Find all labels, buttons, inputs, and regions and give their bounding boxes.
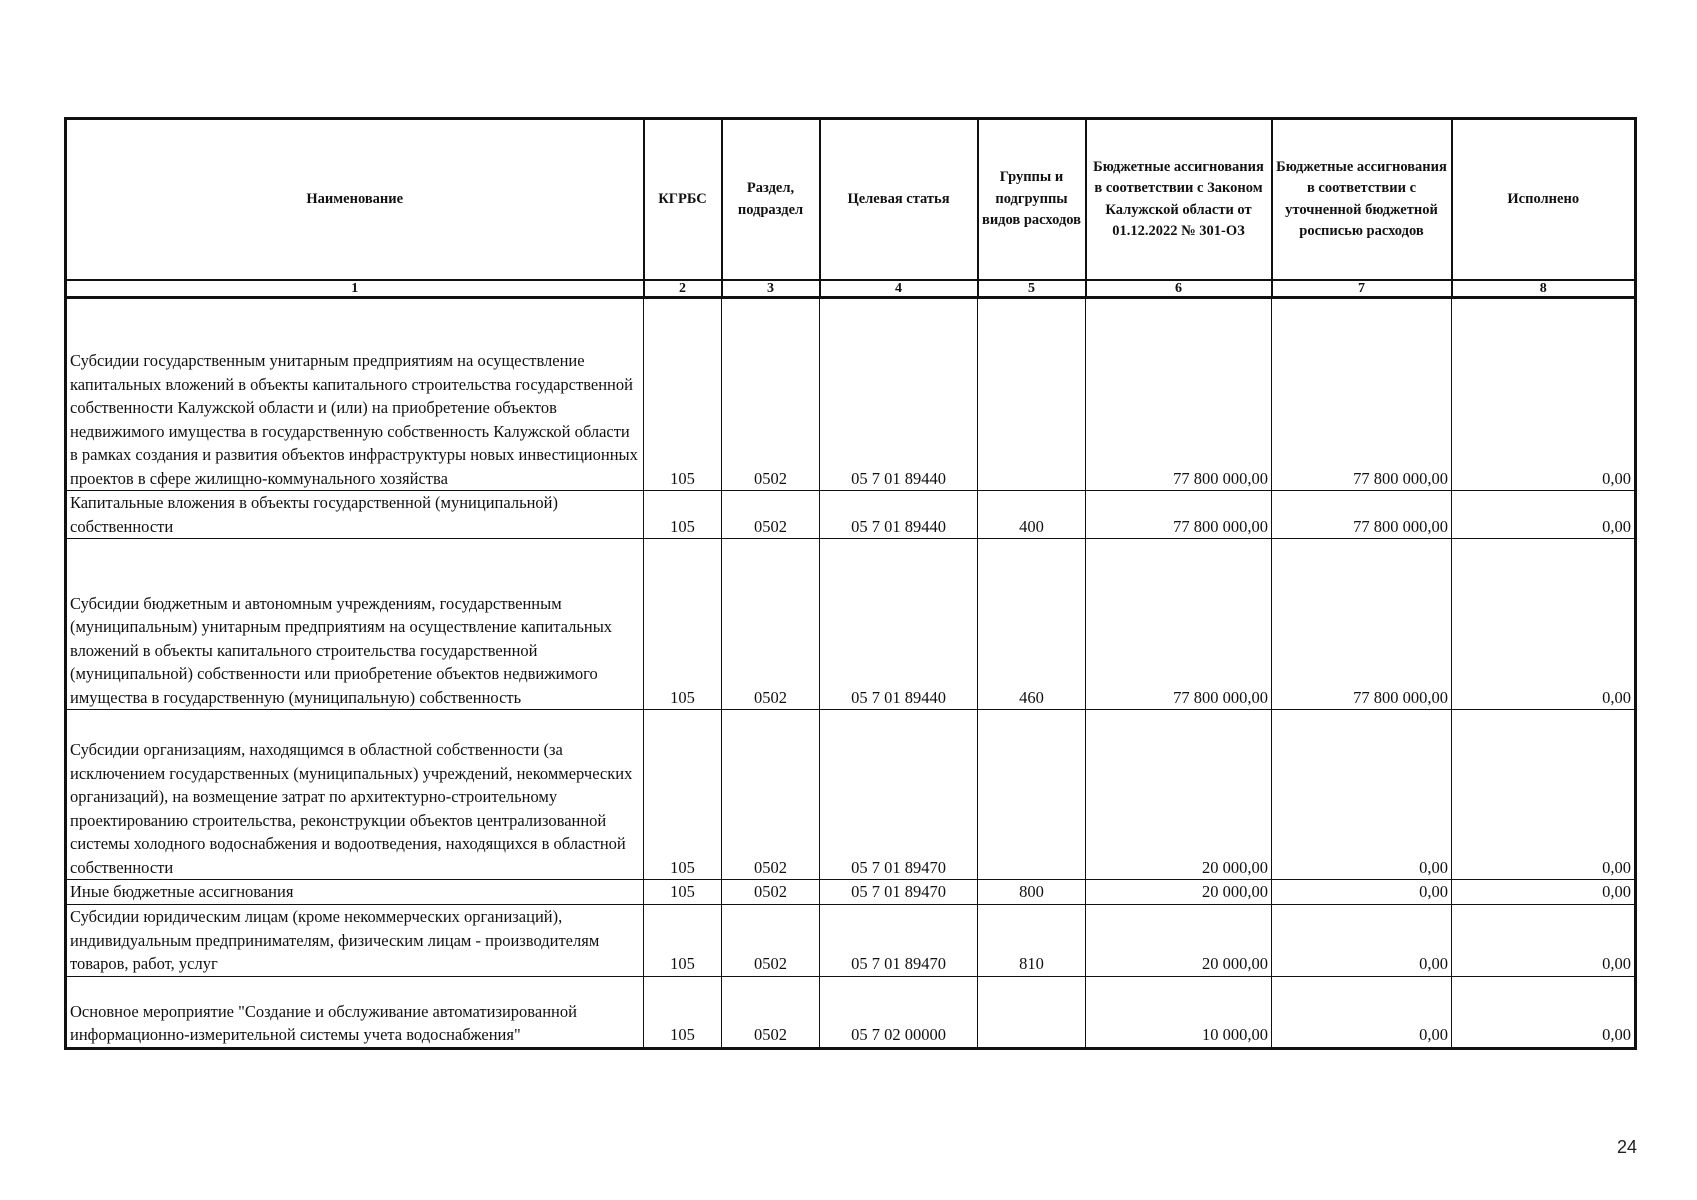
row-section: 0502: [722, 539, 820, 710]
row-executed-amount: 0,00: [1452, 710, 1636, 880]
row-kgrbs: 105: [644, 904, 722, 976]
row-refined-amount: 0,00: [1272, 710, 1452, 880]
header-executed: Исполнено: [1452, 119, 1636, 281]
row-group: [978, 976, 1086, 1048]
page-number: 24: [1616, 1137, 1637, 1157]
row-executed-amount: 0,00: [1452, 880, 1636, 905]
table-row: [66, 904, 1636, 976]
budget-table: [64, 117, 1637, 1050]
row-group: [978, 298, 1086, 491]
row-executed-amount: 0,00: [1452, 976, 1636, 1048]
table-row: [66, 880, 1636, 905]
row-group: 460: [978, 539, 1086, 710]
column-number: 7: [1272, 280, 1452, 298]
header-name: Наименование: [66, 119, 644, 281]
row-target: 05 7 01 89470: [820, 904, 978, 976]
row-executed-amount: 0,00: [1452, 904, 1636, 976]
row-refined-amount: 0,00: [1272, 904, 1452, 976]
table-row: [66, 491, 1636, 539]
column-number: 4: [820, 280, 978, 298]
row-kgrbs: 105: [644, 880, 722, 905]
row-target: 05 7 01 89470: [820, 880, 978, 905]
row-section: 0502: [722, 904, 820, 976]
row-name: Иные бюджетные ассигнования: [66, 880, 644, 905]
row-law-amount: 20 000,00: [1086, 710, 1272, 880]
column-number: 1: [66, 280, 644, 298]
column-number: 5: [978, 280, 1086, 298]
row-name: Субсидии организациям, находящимся в областной собственности (за исключением государственных (муниципальных) учреждений, некоммерческих организаций), на возмещение затрат по архитектурно-строительному проектированию строительства, реконструкции объектов централизованной системы холодного водоснабжения и водоотведения, находящихся в областной собственности: [66, 710, 644, 880]
header-refined: Бюджетные ассигнования в соответствии с уточненной бюджетной росписью расходов: [1272, 119, 1452, 281]
row-target: 05 7 01 89440: [820, 491, 978, 539]
row-name: Субсидии юридическим лицам (кроме некоммерческих организаций), индивидуальным предпринимателям, физическим лицам - производителям товаров, работ, услуг: [66, 904, 644, 976]
column-number-row: [66, 280, 1636, 298]
row-name: Субсидии бюджетным и автономным учреждениям, государственным (муниципальным) унитарным предприятиям на осуществление капитальных вложений в объекты капитального строительства государственной (муниципальной) собственности или приобретение объектов недвижимого имущества в государственную (муниципальную) собственность: [66, 539, 644, 710]
row-target: 05 7 01 89470: [820, 710, 978, 880]
header-section: Раздел, подраздел: [722, 119, 820, 281]
column-number: 3: [722, 280, 820, 298]
row-law-amount: 77 800 000,00: [1086, 491, 1272, 539]
row-section: 0502: [722, 298, 820, 491]
column-number: 8: [1452, 280, 1636, 298]
row-executed-amount: 0,00: [1452, 539, 1636, 710]
row-law-amount: 77 800 000,00: [1086, 539, 1272, 710]
row-section: 0502: [722, 880, 820, 905]
header-group: Группы и подгруппы видов расходов: [978, 119, 1086, 281]
row-refined-amount: 0,00: [1272, 976, 1452, 1048]
row-refined-amount: 77 800 000,00: [1272, 539, 1452, 710]
row-name: Субсидии государственным унитарным предприятиям на осуществление капитальных вложений в объекты капитального строительства государственной собственности Калужской области и (или) на приобретение объектов недвижимого имущества в государственную собственность Калужской области в рамках создания и развития объектов инфраструктуры новых инвестиционных проектов в сфере жилищно-коммунального хозяйства: [66, 298, 644, 491]
row-name: Капитальные вложения в объекты государственной (муниципальной) собственности: [66, 491, 644, 539]
column-number: 6: [1086, 280, 1272, 298]
row-executed-amount: 0,00: [1452, 491, 1636, 539]
header-row: [66, 119, 1636, 281]
row-law-amount: 20 000,00: [1086, 904, 1272, 976]
row-kgrbs: 105: [644, 710, 722, 880]
row-group: [978, 710, 1086, 880]
header-kgrbs: КГРБС: [644, 119, 722, 281]
row-refined-amount: 77 800 000,00: [1272, 298, 1452, 491]
row-kgrbs: 105: [644, 539, 722, 710]
row-law-amount: 20 000,00: [1086, 880, 1272, 905]
table-row: [66, 539, 1636, 710]
row-section: 0502: [722, 976, 820, 1048]
row-target: 05 7 01 89440: [820, 539, 978, 710]
row-name: Основное мероприятие "Создание и обслуживание автоматизированной информационно-измерительной системы учета водоснабжения": [66, 976, 644, 1048]
row-section: 0502: [722, 710, 820, 880]
table-row: [66, 710, 1636, 880]
table-row: [66, 298, 1636, 491]
row-law-amount: 77 800 000,00: [1086, 298, 1272, 491]
table-row: [66, 976, 1636, 1048]
row-kgrbs: 105: [644, 298, 722, 491]
row-group: 800: [978, 880, 1086, 905]
row-group: 810: [978, 904, 1086, 976]
header-target: Целевая статья: [820, 119, 978, 281]
header-law: Бюджетные ассигнования в соответствии с Законом Калужской области от 01.12.2022 № 301-ОЗ: [1086, 119, 1272, 281]
row-target: 05 7 01 89440: [820, 298, 978, 491]
row-section: 0502: [722, 491, 820, 539]
row-refined-amount: 0,00: [1272, 880, 1452, 905]
row-group: 400: [978, 491, 1086, 539]
row-kgrbs: 105: [644, 976, 722, 1048]
row-refined-amount: 77 800 000,00: [1272, 491, 1452, 539]
row-target: 05 7 02 00000: [820, 976, 978, 1048]
row-kgrbs: 105: [644, 491, 722, 539]
row-executed-amount: 0,00: [1452, 298, 1636, 491]
column-number: 2: [644, 280, 722, 298]
row-law-amount: 10 000,00: [1086, 976, 1272, 1048]
